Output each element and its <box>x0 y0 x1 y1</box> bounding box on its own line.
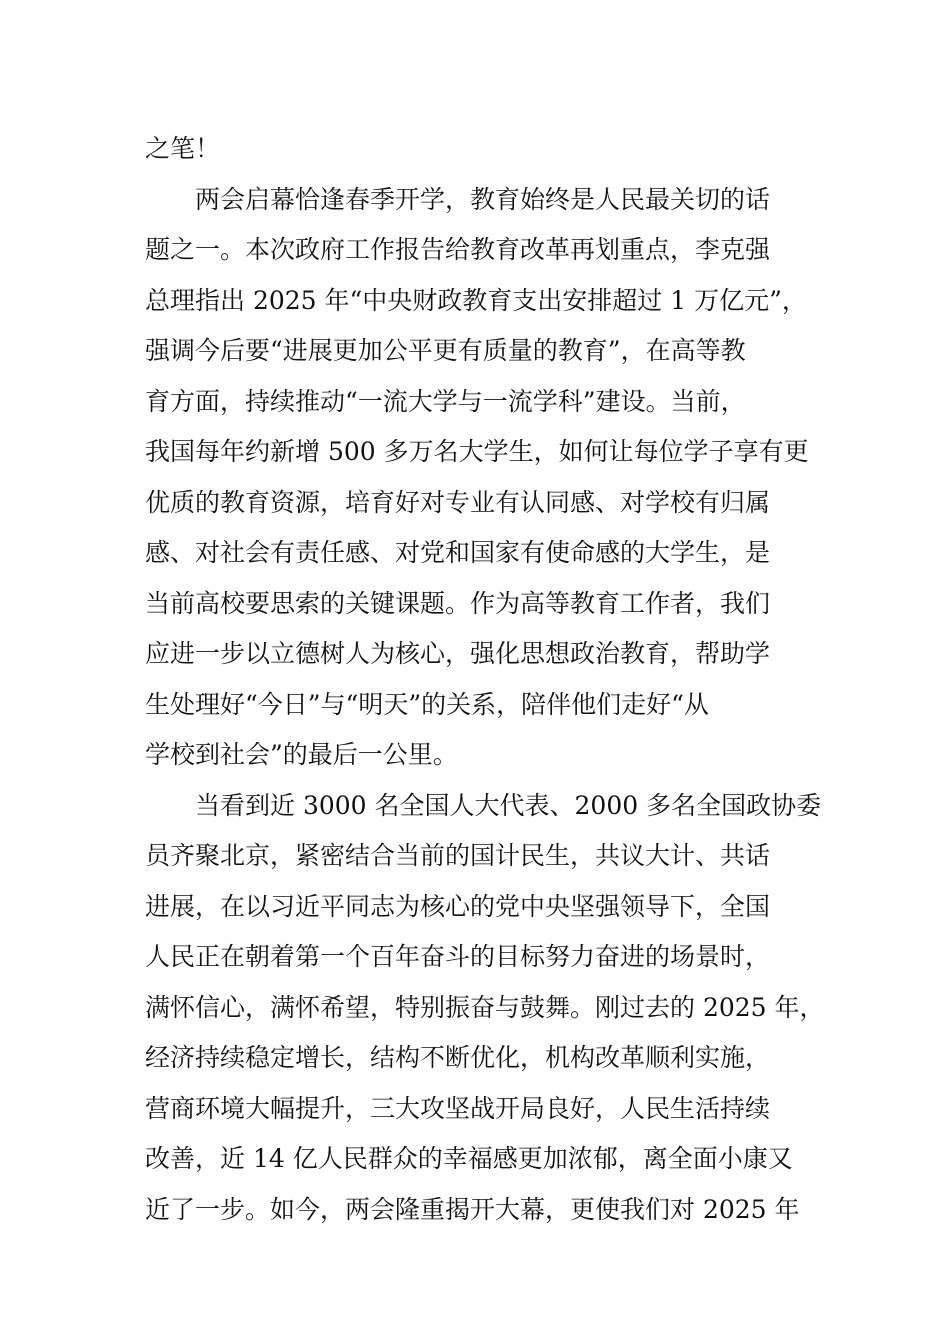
text-line: 员齐聚北京，紧密结合当前的国计民生，共议大计、共话 <box>145 841 771 870</box>
text-line: 题之一。本次政府工作报告给教育改革再划重点，李克强 <box>145 235 771 264</box>
text-line: 两会启幕恰逢春季开学，教育始终是人民最关切的话 <box>195 184 771 214</box>
text-line: 应进一步以立德树人为核心，强化思想政治教育，帮助学 <box>145 639 771 668</box>
text-line: 近了一步。如今，两会隆重揭开大幕，更使我们对 2025 年 <box>145 1194 800 1224</box>
text-line: 人民正在朝着第一个百年奋斗的目标努力奋进的场景时， <box>145 942 771 971</box>
text-line: 感、对社会有责任感、对党和国家有使命感的大学生，是 <box>145 538 771 567</box>
text-line: 我国每年约新增 500 多万名大学生，如何让每位学子享有更 <box>145 437 809 466</box>
text-line: 进展，在以习近平同志为核心的党中央坚强领导下，全国 <box>145 891 771 921</box>
text-line: 之笔！ <box>145 134 221 163</box>
text-line: 改善，近 14 亿人民群众的幸福感更加浓郁，离全面小康又 <box>145 1144 793 1173</box>
text-line: 育方面，持续推动“一流大学与一流学科”建设。当前， <box>145 386 746 416</box>
text-line: 强调今后要“进展更加公平更有质量的教育”，在高等教 <box>145 336 746 365</box>
text-line: 生处理好“今日”与“明天”的关系，陪伴他们走好“从 <box>145 689 709 719</box>
text-line: 优质的教育资源，培育好对专业有认同感、对学校有归属 <box>145 487 771 517</box>
text-line: 营商环境大幅提升，三大攻坚战开局良好，人民生活持续 <box>145 1093 771 1123</box>
text-line: 当看到近 3000 名全国人大代表、2000 多名全国政协委 <box>195 790 822 820</box>
text-line: 经济持续稳定增长，结构不断优化，机构改革顺利实施， <box>145 1043 771 1072</box>
text-line: 学校到社会”的最后一公里。 <box>145 740 458 769</box>
text-line: 当前高校要思索的关键课题。作为高等教育工作者，我们 <box>145 588 771 618</box>
text-line: 满怀信心，满怀希望，特别振奋与鼓舞。刚过去的 2025 年， <box>145 992 825 1022</box>
text-line: 总理指出 2025 年“中央财政教育支出安排超过 1 万亿元”， <box>145 285 807 315</box>
body-text <box>145 124 825 1235</box>
